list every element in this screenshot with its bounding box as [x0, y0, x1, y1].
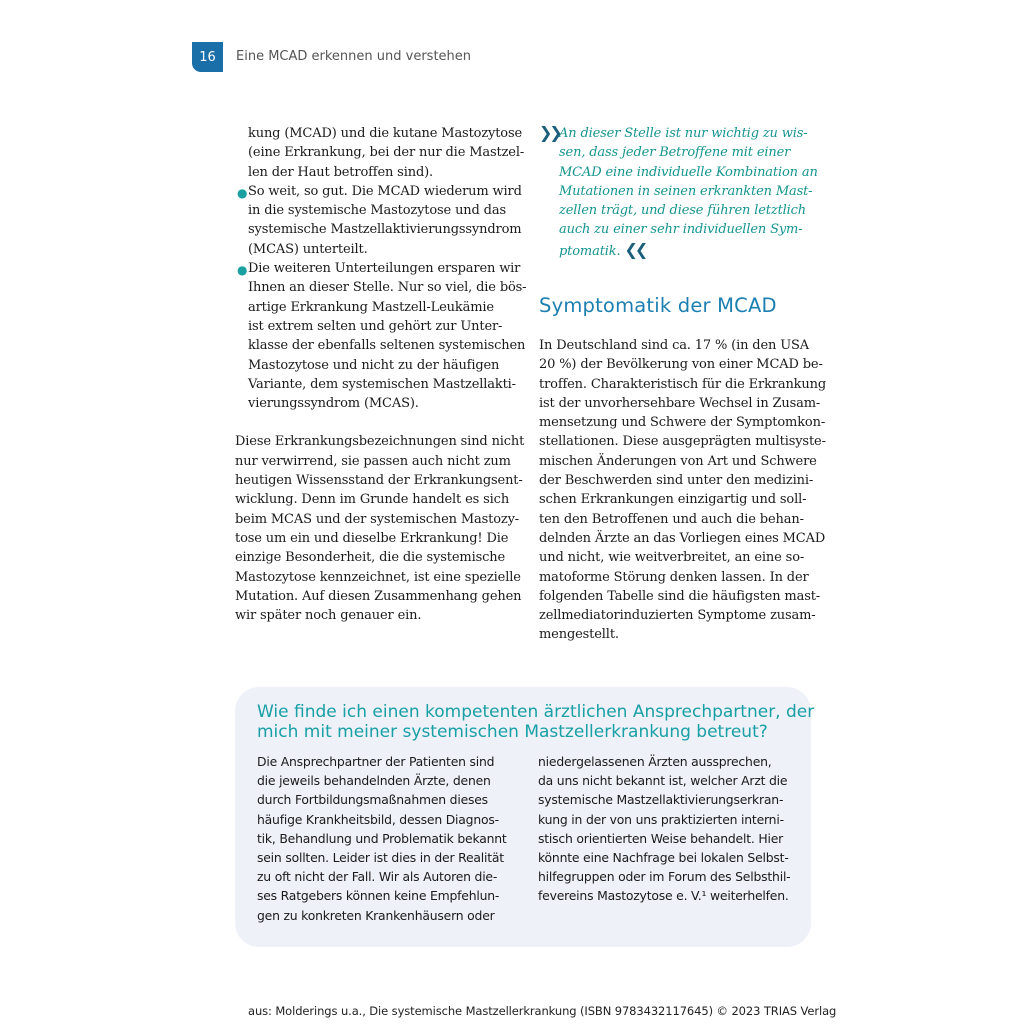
- running-title: Eine MCAD erkennen und verstehen: [236, 49, 472, 64]
- text-line: stisch orientierten Weise behandelt. Hier: [538, 830, 784, 846]
- text-line: folgenden Tabelle sind die häufigsten mast-: [539, 588, 821, 604]
- text-line: tose um ein und dieselbe Erkrankung! Die: [235, 530, 509, 546]
- list-continuation: [235, 124, 525, 182]
- text-line: die jeweils behandelnden Ärzte, denen: [257, 773, 491, 789]
- text-line: 20 %) der Bevölkerung von einer MCAD be-: [539, 357, 823, 373]
- text-line: In Deutschland sind ca. 17 % (in den USA: [539, 338, 810, 353]
- list-item: [235, 182, 522, 259]
- text-line: len der Haut betroffen sind).: [248, 164, 434, 180]
- text-line: fevereins Mastozytose e. V.¹ weiterhelfen.: [538, 888, 789, 904]
- footer-citation: aus: Molderings u.a., Die systemische Mastzellerkrankung (ISBN 9783432117645) © 2023 TRIAS Verlag: [248, 1004, 837, 1018]
- text-line: troffen. Charakteristisch für die Erkrankung: [539, 376, 827, 392]
- text-line: hilfegruppen oder im Forum des Selbsthil-: [538, 869, 791, 885]
- text-line: gen zu konkreten Krankenhäusern oder: [257, 907, 495, 923]
- text-line: zellmediatorinduzierten Symptome zusam-: [539, 608, 816, 624]
- quote-line: Mutationen in seinen erkrankten Mast-: [559, 183, 813, 199]
- text-line: tik, Behandlung und Problematik bekannt: [257, 830, 507, 846]
- text-line: systemische Mastzellaktivierungserkran-: [538, 792, 784, 808]
- text-line: kung in der von uns praktizierten interni-: [538, 811, 784, 827]
- bullet-icon: ●: [237, 263, 248, 278]
- quote-line: ptomatik. ❮❮: [559, 239, 646, 259]
- text-line: mensetzung und Schwere der Symptomkon-: [539, 415, 826, 431]
- text-line: ist der unvorhersehbare Wechsel in Zusam-: [539, 395, 821, 411]
- text-line: Die Ansprechpartner der Patienten sind: [257, 754, 495, 769]
- text-line: Diese Erkrankungsbezeichnungen sind nicht: [235, 434, 525, 450]
- text-line: ist extrem selten und gehört zur Unter-: [248, 318, 503, 334]
- text-line: mischen Änderungen von Art und Schwere: [539, 453, 817, 469]
- text-line: da uns nicht bekannt ist, welcher Arzt die: [538, 773, 788, 789]
- text-line: klasse der ebenfalls seltenen systemischen: [248, 338, 526, 354]
- quote-close-icon: ❮❮: [624, 239, 646, 259]
- right-body-paragraph: [539, 336, 827, 645]
- quote-line: An dieser Stelle ist nur wichtig zu wis-: [559, 126, 808, 141]
- text-line: könnte eine Nachfrage bei lokalen Selbst-: [538, 850, 789, 866]
- info-box-right-column: [538, 752, 790, 906]
- text-line: zu oft nicht der Fall. Wir als Autoren die-: [257, 869, 498, 885]
- text-line: durch Fortbildungsmaßnahmen dieses: [257, 792, 488, 808]
- info-box-left-column: [257, 752, 507, 925]
- text-line: (eine Erkrankung, bei der nur die Mastzel-: [248, 145, 525, 161]
- page-number: 16: [199, 49, 216, 65]
- text-line: niedergelassenen Ärzten aussprechen,: [538, 754, 772, 769]
- text-line: sein sollten. Leider ist dies in der Realität: [257, 850, 504, 866]
- quote-line: sen, dass jeder Betroffene mit einer: [559, 145, 791, 161]
- list-item: [235, 259, 527, 413]
- text-line: und nicht, wie weitverbreitet, an eine so-: [539, 550, 805, 566]
- text-line: Mastozytose kennzeichnet, ist eine spezielle: [235, 569, 521, 585]
- text-line: wir später noch genauer ein.: [235, 608, 422, 624]
- quote-open-icon: ❯❯: [539, 123, 560, 142]
- section-heading: Symptomatik der MCAD: [539, 294, 777, 317]
- quote-line: zellen trägt, und diese führen letztlich: [559, 203, 807, 219]
- text-line: artige Erkrankung Mastzell-Leukämie: [248, 299, 494, 315]
- text-line: wicklung. Denn im Grunde handelt es sich: [235, 492, 510, 508]
- quote-line: auch zu einer sehr individuellen Sym-: [559, 222, 803, 238]
- quote-line: MCAD eine individuelle Kombination an: [559, 164, 818, 180]
- text-line: kung (MCAD) und die kutane Mastozytose: [248, 126, 523, 141]
- left-column: [235, 124, 527, 625]
- text-line: vierungssyndrom (MCAS).: [248, 396, 419, 412]
- text-line: Mutation. Auf diesen Zusammenhang gehen: [235, 588, 522, 604]
- text-line: häufige Krankheitsbild, dessen Diagnos-: [257, 811, 499, 827]
- body-paragraph: [235, 432, 525, 625]
- text-line: stellationen. Diese ausgeprägten multisyste-: [539, 434, 826, 450]
- text-line: einzige Besonderheit, die die systemische: [235, 550, 506, 566]
- text-line: (MCAS) unterteilt.: [248, 241, 368, 257]
- text-line: Ihnen an dieser Stelle. Nur so viel, die bös-: [248, 280, 527, 296]
- text-line: Variante, dem systemischen Mastzellakti-: [248, 376, 516, 392]
- page-number-badge: [192, 42, 223, 72]
- info-box-title: Wie finde ich einen kompetenten ärztlichen Ansprechpartner, der mich mit meiner systemischen Mastzellerkrankung betreut?: [257, 702, 815, 742]
- text-line: heutigen Wissensstand der Erkrankungsent-: [235, 473, 523, 489]
- text-line: Mastozytose und nicht zu der häufigen: [248, 357, 500, 373]
- bullet-icon: ●: [237, 185, 248, 200]
- text-line: mengestellt.: [539, 627, 619, 643]
- text-line: matoforme Störung denken lassen. In der: [539, 569, 809, 585]
- text-line: in die systemische Mastozytose und das: [248, 203, 506, 219]
- text-line: nur verwirrend, sie passen auch nicht zum: [235, 453, 511, 469]
- text-line: schen Erkrankungen einzigartig und soll-: [539, 492, 807, 508]
- text-line: delnden Ärzte an das Vorliegen eines MCAD: [539, 530, 826, 546]
- text-line: ten den Betroffenen und auch die behan-: [539, 511, 804, 527]
- text-line: beim MCAS und der systemischen Mastozy-: [235, 511, 520, 527]
- text-line: systemische Mastzellaktivierungssyndrom: [248, 222, 522, 238]
- text-line: der Beschwerden sind unter den medizini-: [539, 473, 814, 489]
- pull-quote: [539, 123, 818, 261]
- text-line: ● Die weiteren Unterteilungen ersparen wir: [248, 259, 517, 278]
- text-line: ses Ratgebers können keine Empfehlun-: [257, 888, 500, 904]
- text-line: ● So weit, so gut. Die MCAD wiederum wird: [248, 182, 517, 201]
- right-column-quote-area: [539, 123, 818, 261]
